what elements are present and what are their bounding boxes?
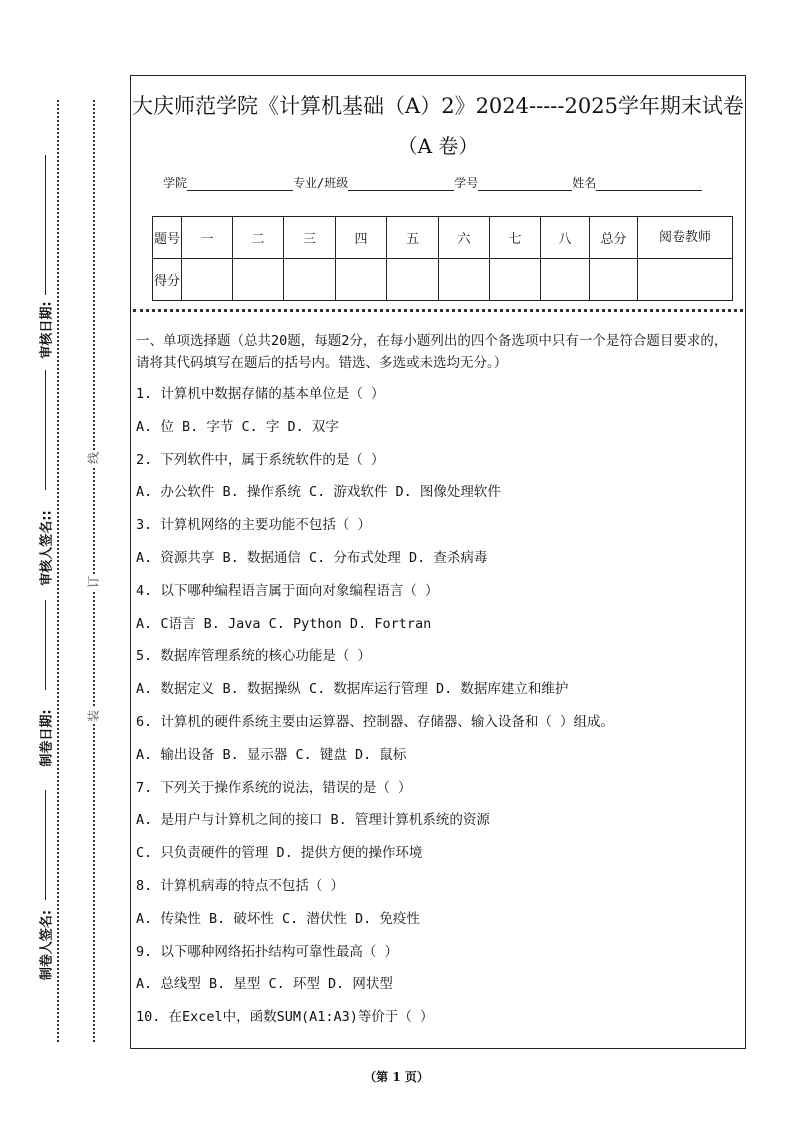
column-header: 阅卷教师 xyxy=(638,217,733,259)
column-header: 八 xyxy=(541,217,590,259)
score-cell[interactable] xyxy=(233,259,284,301)
question-number-row xyxy=(153,217,733,259)
setter-signature-label: 制卷人签名: xyxy=(39,909,55,981)
question-options: A. 位 B. 字节 C. 字 D. 双字 xyxy=(136,418,339,435)
question-stem: 4. 以下哪种编程语言属于面向对象编程语言（ ） xyxy=(136,582,439,599)
question-stem: 8. 计算机病毒的特点不包括（ ） xyxy=(136,877,345,894)
field-label-major-class: 专业/班级 xyxy=(293,176,349,190)
question-stem: 3. 计算机网络的主要功能不包括（ ） xyxy=(136,517,372,534)
row-label: 得分 xyxy=(153,259,182,301)
college-blank[interactable] xyxy=(187,178,293,191)
column-header: 总分 xyxy=(590,217,638,259)
column-header: 一 xyxy=(182,217,233,259)
question-options: A. 办公软件 B. 操作系统 C. 游戏软件 D. 图像处理软件 xyxy=(136,484,501,501)
binding-dotted-line-inner xyxy=(93,100,95,1042)
score-cell[interactable] xyxy=(638,259,733,301)
score-cell[interactable] xyxy=(284,259,336,301)
question-options: A. 输出设备 B. 显示器 C. 键盘 D. 鼠标 xyxy=(136,746,407,763)
binding-mark-line: 线 xyxy=(86,451,101,465)
review-date-label: 审核日期: xyxy=(39,301,55,359)
section-single-choice xyxy=(136,330,737,1034)
score-cell[interactable] xyxy=(387,259,439,301)
binding-mark-staple: 订 xyxy=(86,575,101,589)
name-blank[interactable] xyxy=(596,178,702,191)
section-divider xyxy=(133,309,743,312)
column-header: 六 xyxy=(439,217,490,259)
question-list xyxy=(136,378,737,1034)
question-stem: 6. 计算机的硬件系统主要由运算器、控制器、存储器、输入设备和（ ）组成。 xyxy=(136,713,615,730)
question-stem: 9. 以下哪种网络拓扑结构可靠性最高（ ） xyxy=(136,943,399,960)
student-id-blank[interactable] xyxy=(478,178,572,191)
question-options: A. C语言 B. Java C. Python D. Fortran xyxy=(136,615,432,632)
question-stem: 5. 数据库管理系统的核心功能是（ ） xyxy=(136,648,372,665)
exam-title: 大庆师范学院《计算机基础（A）2》2024-----2025学年期末试卷 xyxy=(132,94,744,118)
column-header: 五 xyxy=(387,217,439,259)
score-cell[interactable] xyxy=(439,259,490,301)
exam-frame xyxy=(130,75,746,1049)
question-options: A. 是用户与计算机之间的接口 B. 管理计算机系统的资源 xyxy=(136,812,490,829)
question-options: A. 传染性 B. 破坏性 C. 潜伏性 D. 免疫性 xyxy=(136,910,420,927)
page-number: （第 1 页） xyxy=(364,1070,429,1084)
question-options: A. 总线型 B. 星型 C. 环型 D. 网状型 xyxy=(136,976,393,993)
binding-dotted-line-outer xyxy=(57,100,59,1042)
setting-date-label: 制卷日期: xyxy=(39,709,55,767)
question-stem: 10. 在Excel中，函数SUM(A1:A3)等价于（ ） xyxy=(136,1009,434,1026)
question-options: C. 只负责硬件的管理 D. 提供方便的操作环境 xyxy=(136,845,423,862)
score-cell[interactable] xyxy=(336,259,387,301)
major-class-blank[interactable] xyxy=(348,178,454,191)
question-stem: 2. 下列软件中，属于系统软件的是（ ） xyxy=(136,451,385,468)
section-instructions: 一、单项选择题（总共20题，每题2分，在每小题列出的四个备选项中只有一个是符合题目要求的，请将其代码填写在题后的括号内。错选、多选或未选均无分。） xyxy=(136,333,728,371)
column-header: 三 xyxy=(284,217,336,259)
question-stem: 1. 计算机中数据存储的基本单位是（ ） xyxy=(136,386,385,402)
score-cell[interactable] xyxy=(490,259,541,301)
column-header: 七 xyxy=(490,217,541,259)
score-cell[interactable] xyxy=(590,259,638,301)
field-label-student-id: 学号 xyxy=(454,176,479,190)
question-options: A. 资源共享 B. 数据通信 C. 分布式处理 D. 查杀病毒 xyxy=(136,549,488,566)
score-table xyxy=(152,216,733,301)
score-row xyxy=(153,259,733,301)
field-label-college: 学院 xyxy=(163,176,188,190)
score-cell[interactable] xyxy=(541,259,590,301)
exam-subtitle: （A 卷） xyxy=(397,134,479,158)
signature-line xyxy=(45,370,46,490)
field-label-name: 姓名 xyxy=(572,176,597,190)
column-header: 二 xyxy=(233,217,284,259)
column-header: 四 xyxy=(336,217,387,259)
signature-line xyxy=(45,600,46,690)
student-info-row xyxy=(163,174,702,191)
binding-mark-bind: 装 xyxy=(86,709,101,723)
reviewer-signature-label: 审核人签名:: xyxy=(39,510,55,586)
question-options: A. 数据定义 B. 数据操纵 C. 数据库运行管理 D. 数据库建立和维护 xyxy=(136,681,569,698)
signature-line xyxy=(45,790,46,900)
signature-line xyxy=(45,155,46,295)
score-cell[interactable] xyxy=(182,259,233,301)
question-stem: 7. 下列关于操作系统的说法，错误的是（ ） xyxy=(136,779,412,796)
row-label: 题号 xyxy=(153,217,182,259)
